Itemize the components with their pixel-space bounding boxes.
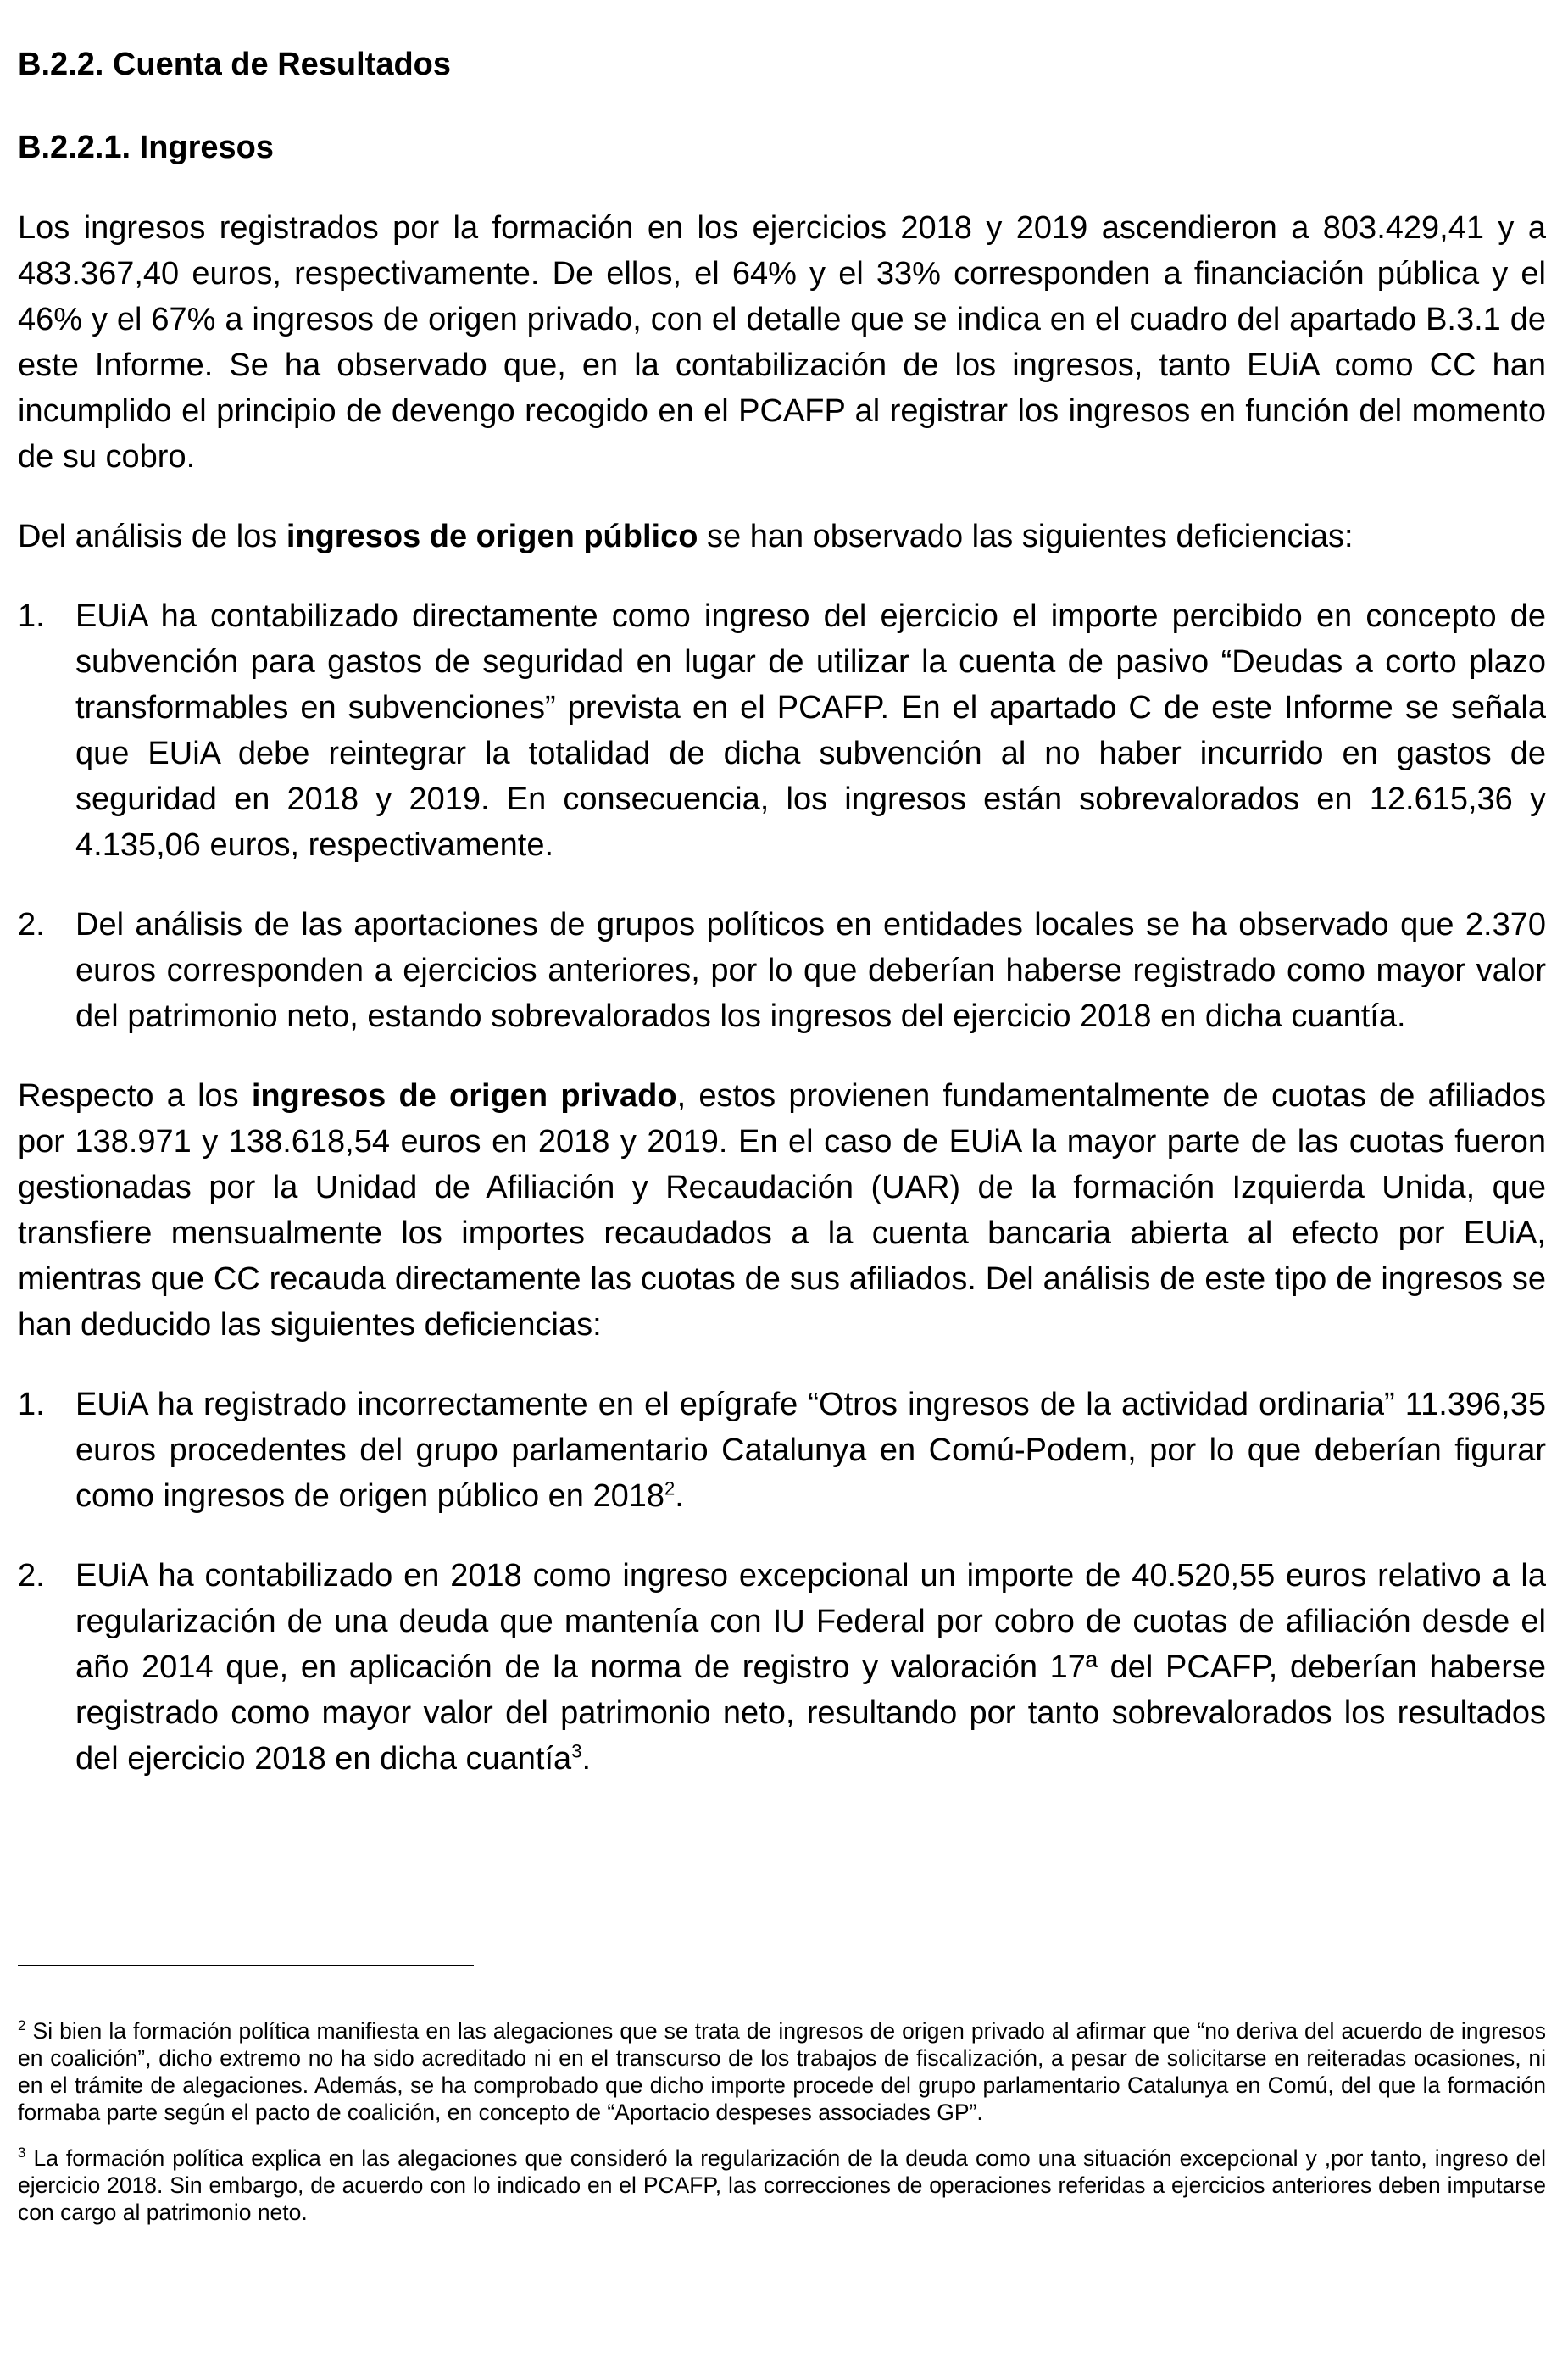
document-body <box>18 44 1546 1816</box>
private-income-lead <box>18 1073 1546 1348</box>
intro-paragraph: Los ingresos registrados por la formación en los ejercicios 2018 y 2019 ascendieron a 803.429,41 y a 483.367,40 euros, respectivamente. De ellos, el 64% y el 33% corresponden a financiación pública y el 46% y el 67% a ingresos de origen privado, con el detalle que se indica en el cuadro del apartado B.3.1 de este Informe. Se ha observado que, en la contabilización de los ingresos, tanto EUiA como CC han incumplido el principio de devengo recogido en el PCAFP al registrar los ingresos en función del momento de su cobro. <box>18 210 1546 475</box>
footnote-text: Si bien la formación política manifiesta en las alegaciones que se trata de ingresos de origen privado al afirmar que “no deriva del acuerdo de ingresos en coalición”, dicho extremo no ha sido acreditado ni en el transcurso de los trabajos de fiscalización, a pesar de solicitarse en reiteradas ocasiones, ni en el trámite de alegaciones. Además, se ha comprobado que dicho importe procede del grupo parlamentario Catalunya en Comú, del que la formación formaba parte según el pacto de coalición, en concepto de “Aportacio despeses associades GP”. <box>18 2018 1546 2125</box>
footnote-mark: 3 <box>18 2144 26 2161</box>
footnote-text: La formación política explica en las alegaciones que consideró la regularización de la deuda como una situación excepcional y ,por tanto, ingreso del ejercicio 2018. Sin embargo, de acuerdo con lo indicado en el PCAFP, las correcciones de operaciones referidas a ejercicios anteriores deben imputarse con cargo al patrimonio neto. <box>18 2145 1546 2225</box>
item-body: EUiA ha contabilizado en 2018 como ingreso excepcional un importe de 40.520,55 euros relativo a la regularización de una deuda que mantenía con IU Federal por cobro de cuotas de afiliación desde el año 2014 que, en aplicación de la norma de registro y valoración 17ª del PCAFP, deberían haberse registrado como mayor valor del patrimonio neto, resultando por tanto sobrevalorados los resultados del ejercicio 2018 en dicha cuantía <box>75 1558 1546 1777</box>
footnote-ref[interactable]: 3 <box>571 1740 582 1762</box>
item-text <box>75 1382 1546 1519</box>
public-deficiency-item <box>18 593 1546 868</box>
item-number: 2. <box>18 907 45 943</box>
item-number: 2. <box>18 1558 45 1594</box>
item-body: EUiA ha registrado incorrectamente en el epígrafe “Otros ingresos de la actividad ordinaria” 11.396,35 euros procedentes del grupo parlamentario Catalunya en Comú-Podem, por lo que deberían figurar como ingresos de origen público en 2018 <box>75 1387 1546 1514</box>
public-deficiency-item <box>18 902 1546 1039</box>
lead-text: Del análisis de los <box>18 519 286 554</box>
item-number: 1. <box>18 598 45 634</box>
footnote-mark: 2 <box>18 2017 26 2034</box>
private-deficiency-item <box>18 1553 1546 1782</box>
item-text <box>75 1553 1546 1782</box>
item-tail: . <box>581 1741 591 1777</box>
footnote <box>18 2144 1546 2226</box>
lead-text: Respecto a los <box>18 1078 252 1114</box>
lead-bold: ingresos de origen público <box>286 519 698 554</box>
item-text: EUiA ha contabilizado directamente como ingreso del ejercicio el importe percibido en concepto de subvención para gastos de seguridad en lugar de utilizar la cuenta de pasivo “Deudas a corto plazo transformables en subvenciones” prevista en el PCAFP. En el apartado C de este Informe se señala que EUiA debe reintegrar la totalidad de dicha subvención al no haber incurrido en gastos de seguridad en 2018 y 2019. En consecuencia, los ingresos están sobrevalorados en 12.615,36 y 4.135,06 euros, respectivamente. <box>75 598 1546 863</box>
item-text: Del análisis de las aportaciones de grupos políticos en entidades locales se ha observado que 2.370 euros corresponden a ejercicios anteriores, por lo que deberían haberse registrado como mayor valor del patrimonio neto, estando sobrevalorados los ingresos del ejercicio 2018 en dicha cuantía. <box>75 907 1546 1034</box>
private-deficiency-item <box>18 1382 1546 1519</box>
item-tail: . <box>675 1478 684 1514</box>
footnotes <box>18 2017 1546 2245</box>
lead-text: , estos provienen fundamentalmente de cuotas de afiliados por 138.971 y 138.618,54 euros en 2018 y 2019. En el caso de EUiA la mayor parte de las cuotas fueron gestionadas por la Unidad de Afiliación y Recaudación (UAR) de la formación Izquierda Unida, que transfiere mensualmente los importes recaudados a la cuenta bancaria abierta al efecto por EUiA, mientras que CC recauda directamente las cuotas de sus afiliados. Del análisis de este tipo de ingresos se han deducido las siguientes deficiencias: <box>18 1078 1546 1343</box>
subsection-heading: B.2.2.1. Ingresos <box>18 130 275 165</box>
footnote-separator <box>18 1965 474 1966</box>
item-number: 1. <box>18 1387 45 1422</box>
lead-bold: ingresos de origen privado <box>251 1078 677 1114</box>
footnote-ref[interactable]: 2 <box>664 1477 676 1499</box>
section-heading: B.2.2. Cuenta de Resultados <box>18 47 452 82</box>
lead-text: se han observado las siguientes deficiencias: <box>698 519 1354 554</box>
public-income-lead <box>18 514 1546 559</box>
footnote <box>18 2017 1546 2126</box>
